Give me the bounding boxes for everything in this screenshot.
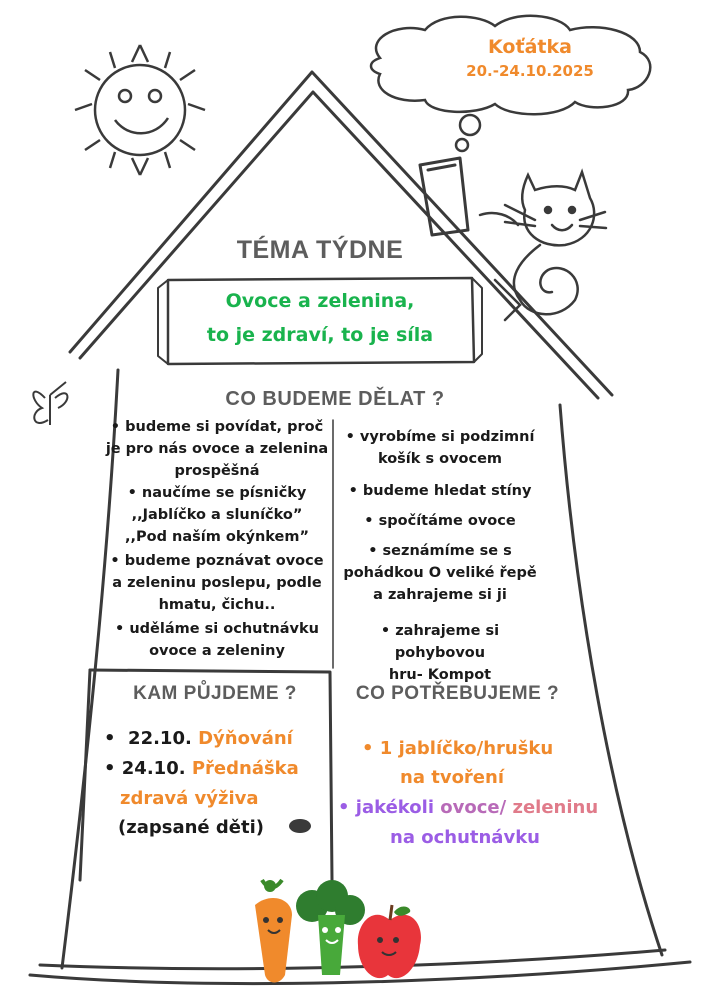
theme-heading: TÉMA TÝDNE (236, 236, 404, 264)
need-item-2-part-3: zeleninu (512, 797, 599, 818)
bullet: • (345, 429, 360, 445)
bullet: • (348, 483, 363, 499)
need-item-2-line-2: na ochutnávku (390, 827, 540, 848)
need-item-2-part-1: jakékoli (355, 797, 434, 818)
apple-icon (358, 905, 421, 978)
need-item-1 (362, 738, 553, 759)
activity-text: ,,Pod naším okýnkem” (124, 529, 309, 545)
bullet: • (368, 543, 383, 559)
activity-text: zahrajeme si pohybovou (394, 623, 500, 661)
activity-line (334, 540, 546, 562)
trip-item-1 (104, 728, 293, 749)
activity-item (334, 426, 546, 470)
activity-line (334, 620, 546, 664)
activity-text: ,,Jablíčko a sluníčko” (131, 507, 303, 523)
week-dates: 20.-24.10.2025 (466, 62, 594, 80)
bullet: • (110, 553, 125, 569)
trip-item-2-extra: zdravá výživa (120, 788, 259, 809)
theme-line-1: Ovoce a zelenina, (225, 290, 415, 312)
bullet: • (364, 513, 379, 529)
activity-text: košík s ovocem (377, 451, 503, 467)
activity-text: prospěšná (174, 463, 260, 479)
trip-item-2-note: (zapsané děti) (118, 817, 264, 838)
bullet: • (338, 797, 356, 818)
activity-line (98, 416, 336, 438)
activity-text: pohádkou O veliké řepě (343, 565, 537, 581)
activity-line (98, 572, 336, 594)
door-knob (289, 819, 311, 833)
need-item-2-part-2: ovoce/ (440, 797, 507, 818)
need-item-1-text: 1 jablíčko/hrušku (379, 738, 554, 759)
activity-line (334, 426, 546, 448)
activity-item (98, 482, 336, 548)
activity-text: hmatu, čichu.. (158, 597, 276, 613)
activity-text: ovoce a zeleniny (149, 643, 285, 659)
activity-text: budeme hledat stíny (362, 483, 532, 499)
activity-text: a zeleninu poslepu, podle (112, 575, 322, 591)
bullet: • (104, 728, 129, 749)
activity-item (334, 620, 546, 686)
activities-heading: CO BUDEME DĚLAT ? (225, 388, 445, 410)
need-item-2 (338, 797, 598, 818)
bullet: • (362, 738, 380, 759)
activity-line (98, 618, 336, 640)
activity-item (334, 480, 546, 502)
activity-line (98, 550, 336, 572)
need-item-1-line-2: na tvoření (400, 767, 505, 788)
activity-line (98, 438, 336, 460)
activity-text: budeme si povídat, proč (125, 419, 324, 435)
trip-item-2 (104, 758, 299, 779)
activity-line (334, 584, 546, 606)
activity-text: seznámíme se s (382, 543, 512, 559)
activity-item (98, 618, 336, 662)
bullet: • (127, 485, 142, 501)
activity-item (334, 510, 546, 532)
activity-line (98, 482, 336, 504)
activity-line (334, 510, 546, 532)
class-name: Koťátka (488, 36, 572, 58)
activity-item (98, 416, 336, 482)
activity-item (334, 540, 546, 606)
activity-text: vyrobíme si podzimní (359, 429, 535, 445)
ground-line (30, 962, 690, 984)
trip-date: 24.10. (121, 758, 186, 779)
activity-line (334, 562, 546, 584)
activity-text: a zahrajeme si ji (373, 587, 507, 603)
activity-text: spočítáme ovoce (378, 513, 516, 529)
activity-line (334, 448, 546, 470)
bullet: • (380, 623, 396, 639)
bullet: • (115, 621, 130, 637)
butterfly-icon (33, 382, 67, 425)
activity-line (98, 526, 336, 548)
activity-text: budeme poznávat ovoce (124, 553, 324, 569)
activity-item (98, 550, 336, 616)
activity-line (98, 640, 336, 662)
activity-line (334, 480, 546, 502)
activity-line (98, 460, 336, 482)
trip-event: Přednáška (191, 758, 299, 779)
house-right-wall (560, 405, 662, 955)
trip-date: 22.10. (128, 728, 192, 749)
broccoli-icon (296, 880, 365, 975)
trip-event: Dýňování (198, 728, 293, 749)
cat-icon (480, 172, 606, 320)
sun-icon (75, 45, 205, 175)
needs-heading: CO POTŘEBUJEME ? (355, 683, 560, 704)
activity-text: je pro nás ovoce a zelenina (105, 441, 329, 457)
bullet: • (104, 758, 122, 779)
activity-line (98, 504, 336, 526)
trips-heading: KAM PŮJDEME ? (133, 683, 297, 704)
activity-text: hru- Kompot (388, 667, 492, 683)
theme-line-2: to je zdraví, to je síla (206, 324, 434, 346)
activity-text: naučíme se písničky (141, 485, 307, 501)
activity-line (98, 594, 336, 616)
bullet: • (110, 419, 126, 435)
activity-text: uděláme si ochutnávku (129, 621, 319, 637)
